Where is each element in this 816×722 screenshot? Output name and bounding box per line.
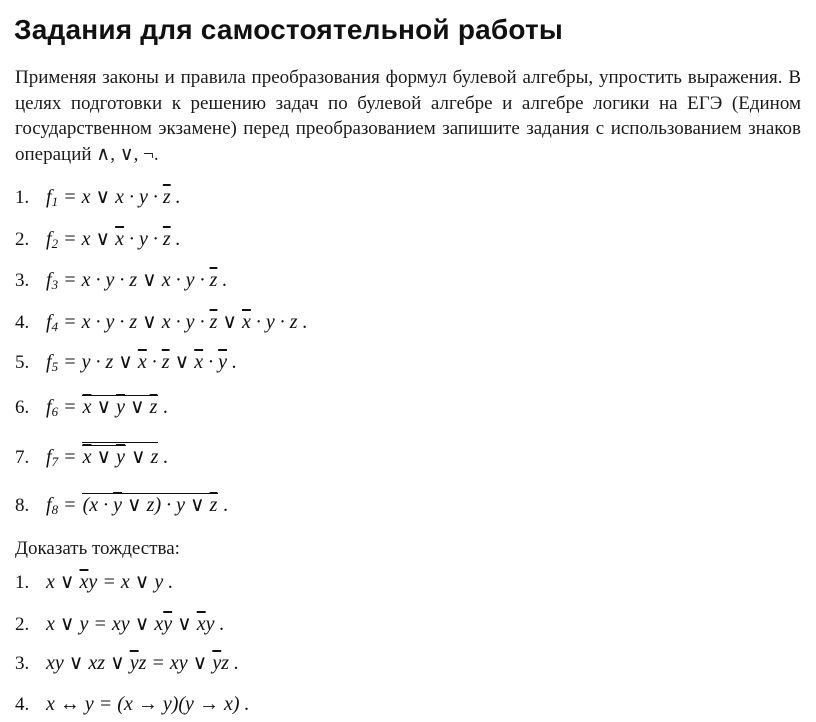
task-item xyxy=(15,347,237,377)
identities-heading: Доказать тождества: xyxy=(15,538,180,559)
task-number: 8. xyxy=(15,495,30,516)
task-item xyxy=(15,490,228,520)
identity-item xyxy=(15,567,173,597)
task-number: 3. xyxy=(15,270,30,291)
formula: $f_3 = x \cdot y \cdot z$ ∨ $x \cdot y \cdot \overline{z}$ . xyxy=(46,269,228,292)
identity-number: 2. xyxy=(15,614,30,635)
page-title: Задания для самостоятельной работы xyxy=(14,14,564,45)
formula: x ∨ y = xy ∨ $x\overline{y}$ ∨ $\overline{x}y$ . xyxy=(46,613,225,635)
identity-number: 4. xyxy=(15,694,30,715)
formula: $f_1 = x$ ∨ $x \cdot y \cdot \overline{z}$ . xyxy=(46,186,181,209)
task-intro: Применяя законы и правила преобразования формул булевой алгебры, упростить выражения. В целях подготовки к решению задач по булевой алгебре и алгебре логики на ЕГЭ (Едином государственном экзамене) перед преобразованием запишите задания с использованием знаков операций ∧, ∨, ¬. xyxy=(15,67,801,165)
task-number: 7. xyxy=(15,447,30,468)
formula: xy ∨ xz ∨ $\overline{y}z$ = xy ∨ $\overline{y}z$ . xyxy=(46,652,239,674)
task-item xyxy=(15,224,181,254)
identity-item xyxy=(15,689,250,719)
formula: $f_4 = x \cdot y \cdot z$ ∨ $x \cdot y \cdot \overline{z}$ ∨ $\overline{x} \cdot y \cdot z$ . xyxy=(46,311,308,334)
formula: $f_5 = y \cdot z$ ∨ $\overline{x} \cdot \overline{z}$ ∨ $\overline{x} \cdot \overline{y}$ . xyxy=(46,351,237,374)
task-number: 1. xyxy=(15,187,30,208)
formula: x ∨ $\overline{x}y = x$ ∨ y . xyxy=(46,571,174,593)
task-item xyxy=(15,392,168,422)
formula: x ↔ y = (x → y)(y → x) . xyxy=(46,693,250,715)
task-item xyxy=(15,442,168,472)
task-item xyxy=(15,182,181,212)
formula: $f_2 = x$ ∨ $\overline{x} \cdot y \cdot \overline{z}$ . xyxy=(46,228,181,251)
task-item xyxy=(15,265,227,295)
identity-item xyxy=(15,609,225,639)
task-number: 2. xyxy=(15,229,30,250)
formula: $f_8 = (x \cdot \overline{y}$ ∨ z) · y ∨ $\overline{z}$ . xyxy=(46,494,229,517)
task-number: 6. xyxy=(15,397,30,418)
task-item xyxy=(15,307,308,337)
task-number: 5. xyxy=(15,352,30,373)
identity-item xyxy=(15,648,239,678)
formula: $f_6 = \overline{x}$ ∨ $\overline{y}$ ∨ $\overline{z}$ . xyxy=(46,396,169,419)
identity-number: 3. xyxy=(15,653,30,674)
task-number: 4. xyxy=(15,312,30,333)
identity-number: 1. xyxy=(15,572,30,593)
formula: $f_7 = \overline{x}$ ∨ $\overline{y}$ ∨ z . xyxy=(46,446,168,468)
